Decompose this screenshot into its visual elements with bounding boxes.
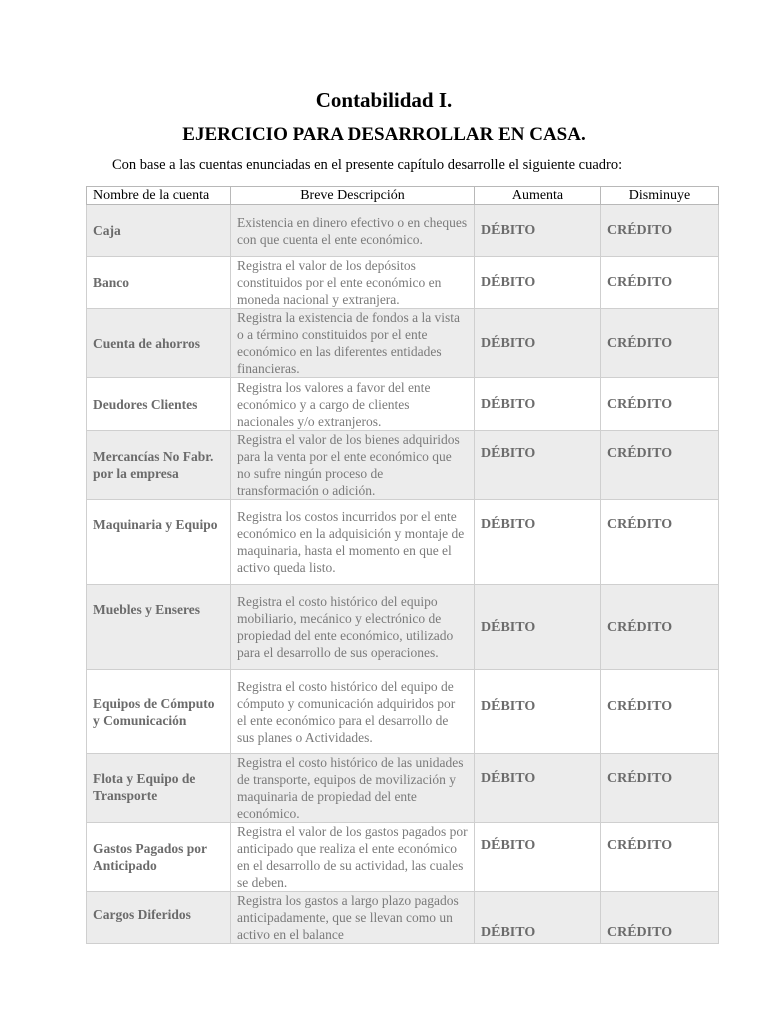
account-name: Flota y Equipo de Transporte <box>87 754 231 823</box>
increase-side: DÉBITO <box>475 378 601 431</box>
decrease-side: CRÉDITO <box>601 754 719 823</box>
account-description: Registra la existencia de fondos a la vista o a término constituidos por el ente económico en las diferentes entidades financieras. <box>231 309 475 378</box>
account-name: Cuenta de ahorros <box>87 309 231 378</box>
increase-side: DÉBITO <box>475 309 601 378</box>
account-name: Banco <box>87 257 231 309</box>
account-name: Muebles y Enseres <box>87 585 231 670</box>
increase-side: DÉBITO <box>475 823 601 892</box>
account-name: Maquinaria y Equipo <box>87 500 231 585</box>
increase-side: DÉBITO <box>475 205 601 257</box>
account-name: Cargos Diferidos <box>87 892 231 944</box>
table-row <box>87 378 719 431</box>
increase-side: DÉBITO <box>475 892 601 944</box>
account-description: Registra el valor de los depósitos constituidos por el ente económico en moneda nacional y extranjera. <box>231 257 475 309</box>
column-header-description: Breve Descripción <box>231 187 475 205</box>
decrease-side: CRÉDITO <box>601 892 719 944</box>
column-header-decreases: Disminuye <box>601 187 719 205</box>
decrease-side: CRÉDITO <box>601 500 719 585</box>
increase-side: DÉBITO <box>475 500 601 585</box>
decrease-side: CRÉDITO <box>601 670 719 754</box>
decrease-side: CRÉDITO <box>601 431 719 500</box>
accounts-table <box>86 186 719 944</box>
table-row <box>87 309 719 378</box>
table-row <box>87 257 719 309</box>
increase-side: DÉBITO <box>475 754 601 823</box>
column-header-account-name: Nombre de la cuenta <box>87 187 231 205</box>
document-title: Contabilidad I. <box>315 88 453 112</box>
account-description: Registra el costo histórico del equipo mobiliario, mecánico y electrónico de propiedad del ente económico, utilizado para el desarrollo de sus operaciones. <box>231 585 475 670</box>
table-header-row <box>87 187 719 205</box>
account-name: Equipos de Cómputo y Comunicación <box>87 670 231 754</box>
increase-side: DÉBITO <box>475 257 601 309</box>
table-row <box>87 585 719 670</box>
document-subtitle: EJERCICIO PARA DESARROLLAR EN CASA. <box>182 124 586 145</box>
table-row <box>87 823 719 892</box>
account-name: Caja <box>87 205 231 257</box>
column-header-increases: Aumenta <box>475 187 601 205</box>
decrease-side: CRÉDITO <box>601 585 719 670</box>
table-row <box>87 431 719 500</box>
account-name: Gastos Pagados por Anticipado <box>87 823 231 892</box>
decrease-side: CRÉDITO <box>601 309 719 378</box>
decrease-side: CRÉDITO <box>601 257 719 309</box>
instructions-text: Con base a las cuentas enunciadas en el presente capítulo desarrolle el siguiente cuadro: <box>112 157 623 173</box>
table-row <box>87 500 719 585</box>
increase-side: DÉBITO <box>475 431 601 500</box>
account-name: Deudores Clientes <box>87 378 231 431</box>
table-row <box>87 205 719 257</box>
account-description: Registra el costo histórico del equipo de cómputo y comunicación adquiridos por el ente económico para el desarrollo de sus planes o Actividades. <box>231 670 475 754</box>
account-name: Mercancías No Fabr. por la empresa <box>87 431 231 500</box>
account-description: Registra los valores a favor del ente económico y a cargo de clientes nacionales y/o extranjeros. <box>231 378 475 431</box>
account-description: Registra los gastos a largo plazo pagados anticipadamente, que se llevan como un activo en el balance <box>231 892 475 944</box>
account-description: Registra el costo histórico de las unidades de transporte, equipos de movilización y maquinaria de propiedad del ente económico. <box>231 754 475 823</box>
increase-side: DÉBITO <box>475 585 601 670</box>
increase-side: DÉBITO <box>475 670 601 754</box>
table-row <box>87 670 719 754</box>
account-description: Existencia en dinero efectivo o en cheques con que cuenta el ente económico. <box>231 205 475 257</box>
table-row <box>87 892 719 944</box>
account-description: Registra el valor de los gastos pagados por anticipado que realiza el ente económico en el desarrollo de su actividad, las cuales se deben. <box>231 823 475 892</box>
decrease-side: CRÉDITO <box>601 205 719 257</box>
decrease-side: CRÉDITO <box>601 378 719 431</box>
account-description: Registra los costos incurridos por el ente económico en la adquisición y montaje de maquinaria, hasta el momento en que el activo queda listo. <box>231 500 475 585</box>
account-description: Registra el valor de los bienes adquiridos para la venta por el ente económico que no sufre ningún proceso de transformación o adición. <box>231 431 475 500</box>
table-row <box>87 754 719 823</box>
decrease-side: CRÉDITO <box>601 823 719 892</box>
